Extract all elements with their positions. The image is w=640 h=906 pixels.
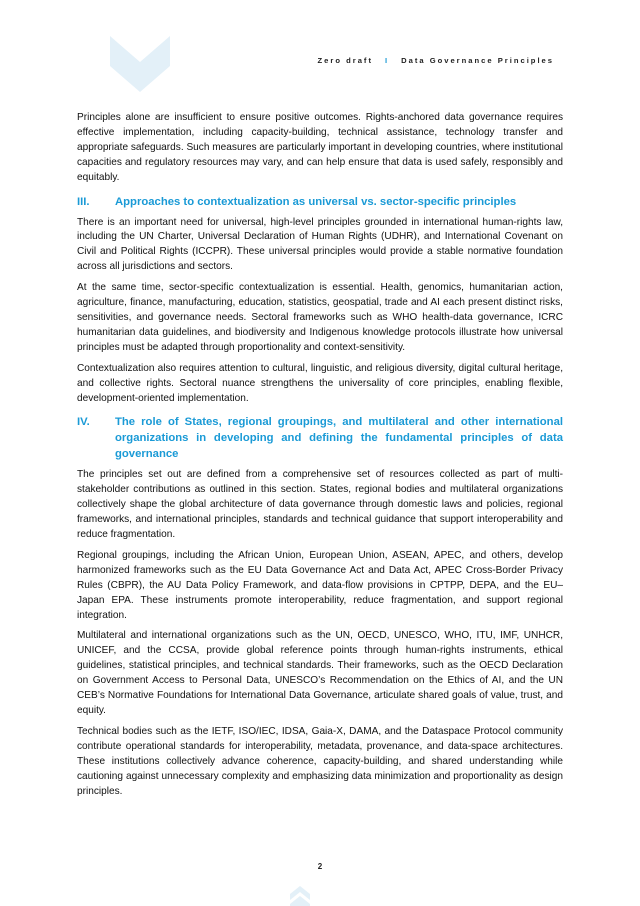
running-header — [318, 56, 554, 65]
intro-paragraph: Principles alone are insufficient to ensure positive outcomes. Rights-anchored data governance requires effective implementation, including capacity-building, technical assistance, technology transfer and appropriate safeguards. Such measures are particularly important in developing countries, where institutional capacities and regulatory resources may vary, and can help ensure that data is used safely, responsibly and equitably. — [77, 112, 563, 183]
section-4-title: The role of States, regional groupings, and multilateral and other international organizations in developing and defining the fundamental principles of data governance — [115, 416, 563, 461]
section-4-number: IV. — [77, 416, 90, 429]
section-4-paragraph: Multilateral and international organizations such as the UN, OECD, UNESCO, WHO, ITU, IMF, UNHCR, UNICEF, and the CCSA, provide global reference points through human-rights instruments, ethical guidelines, statistical principles, and technical standards. Their frameworks, such as the OECD Declaration on Government Access to Personal Data, UNESCO’s Recommendation on the Ethics of AI, and the UN CEB’s Normative Foundations for International Data Governance, articulate shared goals of value, trust, and equity. — [77, 630, 563, 716]
section-3-heading — [77, 194, 563, 210]
section-3-number: III. — [77, 195, 90, 208]
header-separator: I — [385, 56, 390, 65]
chevron-footer-logo-icon — [290, 884, 310, 906]
section-4-paragraph: The principles set out are defined from a comprehensive set of resources collected as part of multi-stakeholder contributions as outlined in this section. States, regional bodies and multilateral organizations collectively shape the global architecture of data governance through domestic laws and policies, regional frameworks, and international principles, standards and technical guidance that support interoperability and reduce fragmentation. — [77, 469, 563, 541]
header-draft-label: Zero draft — [317, 56, 373, 65]
section-3-paragraph: There is an important need for universal, high-level principles grounded in international human-rights law, including the UN Charter, Universal Declaration of Human Rights (UDHR), and International Covenant on Civil and Political Rights (ICCPR). These universal principles would provide a stable normative foundation across all jurisdictions and sectors. — [77, 216, 563, 273]
section-3-paragraph: At the same time, sector-specific contextualization is essential. Health, genomics, humanitarian action, agriculture, finance, manufacturing, education, statistics, geospatial, trade and AI each present distinct risks, sensitivities, and governance needs. Sectoral frameworks such as WHO health-data governance, ICRC humanitarian data guidelines, and biodiversity and Indigenous knowledge protocols illustrate how universal principles must be adapted through proportionality and context-sensitivity. — [77, 282, 563, 353]
document-body — [77, 111, 563, 805]
page-number: 2 — [317, 862, 323, 871]
section-4-heading — [77, 414, 563, 462]
section-3-paragraph: Contextualization also requires attention to cultural, linguistic, and religious diversity, digital cultural heritage, and collective rights. Sectoral nuance strengthens the universality of core principles, enabling flexible, development-oriented implementation. — [77, 362, 563, 404]
section-4-paragraph: Technical bodies such as the IETF, ISO/IEC, IDSA, Gaia-X, DAMA, and the Dataspace Protocol community contribute operational standards for interoperability, metadata, provenance, and data-space architectures. These institutions collectively advance coherence, capacity-building, and shared understanding while cautioning against unnecessary complexity and emphasizing data minimization and proportionality as design principles. — [77, 725, 563, 797]
header-document-title: Data Governance Principles — [401, 56, 554, 65]
section-3-title: Approaches to contextualization as universal vs. sector-specific principles — [115, 195, 517, 208]
section-4-paragraph: Regional groupings, including the African Union, European Union, ASEAN, APEC, and others, develop harmonized frameworks such as the EU Data Governance Act and Data Act, APEC Cross-Border Privacy Rules (CBPR), the AU Data Policy Framework, and data-flow provisions in CPTPP, DEPA, and the EU–Japan EPA. These instruments promote interoperability, reduce fragmentation, and support regional integration. — [77, 549, 563, 621]
chevron-logo-icon — [110, 36, 170, 94]
